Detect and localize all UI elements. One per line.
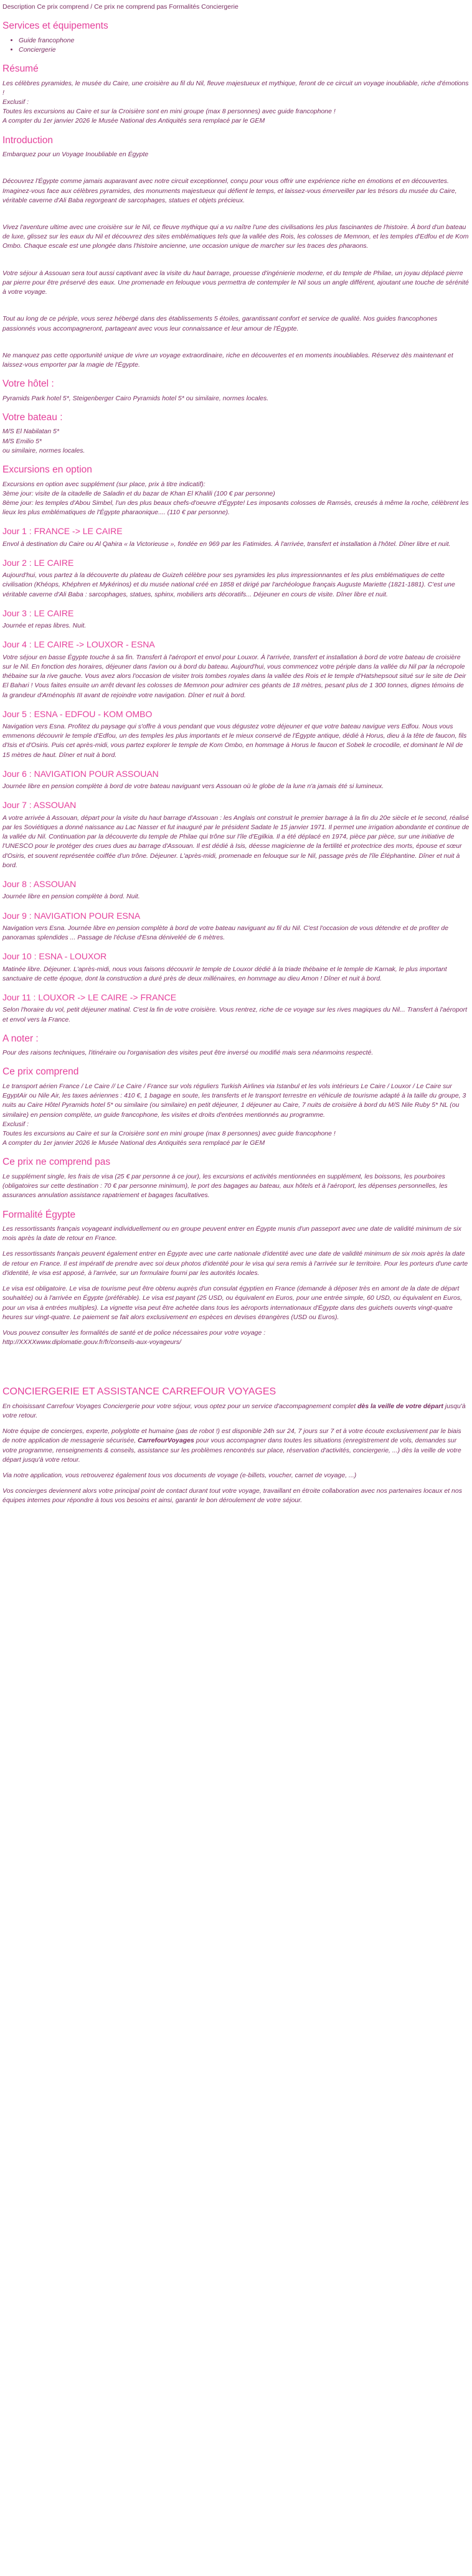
formalites-paragraph: Les ressortissants français voyageant individuellement ou en groupe peuvent entrer en Égypte munis d'un passeport avec une date de validité minimum de six mois après la date de retour en France. xyxy=(2,1225,461,1243)
day-text: Votre séjour en basse Égypte touche à sa fin. Transfert à l'aéroport et envol pour Louxor. À l'arrivée, transfert et installation à bord de votre bateau de croisière sur le Nil. En fonction des horaires, déjeuner dans l'avion ou à bord du bateau. Aujourd'hui, vous commencez votre périple dans la vallée du Nil par la nécropole thébaine sur la rive gauche. Vous avez alors l'occasion de visiter trois tombes royales dans la vallée des Rois et le temple d'Hatshepsout situé sur le site de Deir El Bahari ! Vous faites ensuite un arrêt devant les colosses de Memnon pour admirer ces géants de 18 mètres, pesant plus de 1 300 tonnes, dignes témoins de la grandeur d'Aménophis III avant de rejoindre votre navigation. Dîner et nuit à bord. xyxy=(2,653,466,699)
conciergerie-emphasis: dès la veille de votre départ xyxy=(357,1402,443,1410)
day-title: Jour 9 : NAVIGATION POUR ESNA xyxy=(2,910,141,921)
spacer xyxy=(2,258,470,269)
day-text: A votre arrivée à Assouan, départ pour la visite du haut barrage d'Assouan : les Anglais ont construit le premier barrage à la fin du 20e siècle et le second, réalisé par les Soviétiques a donné naissance au Lac Nasser et fut inauguré par le président Sadate le 15 janvier 1971. Il permet une irrigation abondante et continue de la vallée du Nil. Continuation par la découverte du temple de Philae qui trône sur l'île d'Egilkia. Il a été déplacé en 1974, pièce par pièce, sur une initiative de l'UNESCO pour le protéger des crues dues au barrage d'Assouan. Il est dédié à Isis, déesse magicienne de la fertilité et protectrice des morts, épouse et sœur d'Osiris, et souvent représentée coiffée d'un trône. Déjeuner. L'après-midi, promenade en felouque sur le Nil, passage près de l'île Éléphantine. Dîner et nuit à bord. xyxy=(2,814,470,869)
conciergerie-text: Notre équipe de concierges, experte, polyglotte et humaine (pas de robot !) est disponible 24h sur 24, 7 jours sur 7 et à votre écoute exclusivement par le biais de notre application de messagerie sécurisée, xyxy=(2,1427,461,1445)
bateau-line: M/S El Nabilatan 5* xyxy=(2,428,60,436)
introduction-subtitle: Embarquez pour un Voyage Inoubliable en Égypte xyxy=(2,151,149,159)
day-text: Aujourd'hui, vous partez à la découverte du plateau de Guizeh célèbre pour ses pyramides les plus impressionnantes et les plus emblématiques de cette civilisation (Khéops, Khéphren et Mykérinos) et du musée national créé en 1858 et dirigé par l'archéologue français Auguste Mariette (1821-1881). C'est une véritable caverne d'Ali Baba : sarcophages, statues, sphinx, mobiliers arts décoratifs... Déjeuner en cours de visite. Dîner libre et nuit. xyxy=(2,571,455,598)
breadcrumb-ne-comprend-pas[interactable]: Ce prix ne comprend pas xyxy=(94,3,168,11)
formalites-title: Formalité Égypte xyxy=(2,1209,76,1220)
ce-prix-comprend-title: Ce prix comprend xyxy=(2,1066,79,1078)
conciergerie-text: pour vous accompagner dans toutes les situations (enregistrement de vols, demandes sur votre programme, renseignements & conseils, assistance sur les problèmes rencontrés sur place, réservation d'activités, conciergerie, ...) dès la veille de votre départ jusqu'à votre retour. xyxy=(2,1437,461,1464)
day-title: Jour 6 : NAVIGATION POUR ASSOUAN xyxy=(2,768,159,779)
excursions-title: Excursions en option xyxy=(2,464,92,476)
bateau-line: ou similaire, normes locales. xyxy=(2,446,85,454)
day-title: Jour 5 : ESNA - EDFOU - KOM OMBO xyxy=(2,708,153,719)
spacer xyxy=(2,1365,470,1376)
day-text: Selon l'horaire du vol, petit déjeuner matinal. C'est la fin de votre croisière. Vous rentrez, riche de ce voyage sur les rives magiques du Nil... Transfert à l'aéroport et envol vers la France. xyxy=(2,1006,468,1023)
hotel-text: Pyramids Park hotel 5*, Steigenberger Cairo Pyramids hotel 5* ou similaire, normes locales. xyxy=(2,394,269,402)
day-text: Journée libre en pension complète à bord. Nuit. xyxy=(2,893,140,901)
note-text: Pour des raisons techniques, l'itinéraire ou l'organisation des visites peut être inversé ou modifié mais sera néanmoins respecté. xyxy=(2,1049,374,1057)
ne-comprend-pas-title: Ce prix ne comprend pas xyxy=(2,1157,111,1168)
day-text: Envol à destination du Caire ou Al Qahira « la Victorieuse », fondée en 969 par les Fatimides. À l'arrivée, transfert et installation à l'hôtel. Dîner libre et nuit. xyxy=(2,540,451,548)
introduction-paragraph: Votre séjour à Assouan sera tout aussi captivant avec la visite du haut barrage, prouesse d'ingénierie moderne, et du temple de Philae, un joyau déplacé pierre par pierre pour être préservé des eaux. Une promenade en felouque vous permettra de contempler le Nil sous un angle différent, ajoutant une touche de sérénité à votre voyage. xyxy=(2,269,469,296)
day-title: Jour 10 : ESNA - LOUXOR xyxy=(2,951,107,962)
day-title: Jour 11 : LOUXOR -> LE CAIRE -> FRANCE xyxy=(2,992,177,1003)
ce-prix-comprend-text xyxy=(2,1082,470,1149)
day-title: Jour 8 : ASSOUAN xyxy=(2,879,77,890)
day-title: Jour 2 : LE CAIRE xyxy=(2,557,74,568)
ce-prix-comprend-exclusif-2: A compter du 1er janvier 2026 le Musée National des Antiquités sera remplacé par le GEM xyxy=(2,1139,265,1147)
breadcrumb xyxy=(2,2,470,12)
note-title: A noter : xyxy=(2,1033,39,1044)
bateau-text xyxy=(2,427,470,456)
introduction-title: Introduction xyxy=(2,134,53,146)
resume-paragraph: Les célèbres pyramides, le musée du Caire, une croisière au fil du Nil, fleuve majestueux et mythique, feront de ce circuit un voyage inoubliable, riche d'émotions ! xyxy=(2,79,469,96)
formalites-paragraph: Les ressortissants français peuvent également entrer en Égypte avec une carte nationale d'identité avec une date de validité minimum de six mois après la date de retour en France. Il est impératif de prendre avec soi deux photos d'identité pour le visa qui sera remis à l'arrivée sur le territoire. Pour les porteurs d'une carte d'identité, le visa est apposé, à l'arrivée, sur un formulaire fourni par les autorités locales. xyxy=(2,1250,468,1277)
spacer xyxy=(2,1353,470,1365)
spacer xyxy=(2,303,470,314)
list-item: • Guide francophone xyxy=(19,36,470,45)
excursion-line: 3ème jour: visite de la citadelle de Saladin et du bazar de Khan El Khalili (100 € par personne) xyxy=(2,489,275,497)
introduction-paragraph: Tout au long de ce périple, vous serez hébergé dans des établissements 5 étoiles, garantissant confort et service de qualité. Nos guides francophones passionnés vous accompagneront, partageant avec vous leur connaissance et leur amour de l'Égypte. xyxy=(2,315,438,332)
diplomatie-link[interactable]: http://XXXXwww.diplomatie.gouv.fr/fr/conseils-aux-voyageurs/ xyxy=(2,1338,181,1347)
spacer xyxy=(2,212,470,223)
bateau-line: M/S Emilio 5* xyxy=(2,437,42,445)
introduction-paragraph: Ne manquez pas cette opportunité unique de vivre un voyage extraordinaire, riche en découvertes et en moments inoubliables. Réservez dès maintenant et laissez-vous emporter par la magie de l'Égypte. xyxy=(2,351,453,369)
ne-comprend-pas-text: Le supplément single, les frais de visa (25 € par personne à ce jour), les excursions et activités mentionnées en supplément, les boissons, les pourboires (obligatoires sur cette destination : 70 € par personne minimum), le port des bagages au bateau, aux hôtels et à l'aéroport, les dépenses personnelles, les assurances annulation assistance rapatriement et bagages facultatives. xyxy=(2,1172,448,1200)
day-title: Jour 4 : LE CAIRE -> LOUXOR - ESNA xyxy=(2,639,155,650)
introduction-paragraph: Découvrez l'Égypte comme jamais auparavant avec notre circuit exceptionnel, conçu pour vous offrir une expérience riche en émotions et en découvertes. Imaginez-vous face aux célèbres pyramides, des monuments majestueux qui défient le temps, et laissez-vous émerveiller par les trésors du musée du Caire, véritable caverne d'Ali Baba regorgeant de sarcophages, statues et objets précieux. xyxy=(2,177,457,204)
services-title: Services et équipements xyxy=(2,21,108,32)
resume-exclusif-label: Exclusif : xyxy=(2,98,29,106)
formalites-paragraph: Le visa est obligatoire. Le visa de tourisme peut être obtenu auprès d'un consulat égyptien en France (demande à déposer très en amont de la date de départ souhaitée) ou à l'arrivée en Égypte (préférable). Le visa est payant (25 USD, ou équivalent en Euros, pour une entrée simple, 60 USD, ou équivalent en Euros, pour un visa à entrées multiples). La vignette visa peut être achetée dans tous les aéroports internationaux d'Égypte dans des guichets ouverts vingt-quatre heures sur vingt-quatre. Le paiement se fait alors exclusivement en espèces en devises étrangères (USD ou Euros). xyxy=(2,1285,463,1321)
excursions-intro: Excursions en option avec supplément (sur place, prix à titre indicatif): xyxy=(2,480,205,488)
day-text: Navigation vers Esna. Profitez du paysage qui s'offre à vous pendant que vous dégustez votre déjeuner et que votre bateau navigue vers Edfou. Nous vous emmenons découvrir le temple d'Edfou, un des temples les plus importants et le mieux conservé de l'Égypte antique, dédié à Horus, dieu à la tête de faucon, fils d'Isis et d'Osiris. Puis cet après-midi, vous partez explorer le temple de Kom Ombo, en hommage à Horus le faucon et Sobek le crocodile, et dominant le Nil de 15 mètres de haut. Dîner et nuit à bord. xyxy=(2,723,467,759)
resume-exclusif-2: A compter du 1er janvier 2026 le Musée National des Antiquités sera remplacé par le GEM xyxy=(2,117,265,125)
services-list xyxy=(2,36,470,55)
breadcrumb-separator: / xyxy=(88,3,95,11)
day-text: Navigation vers Esna. Journée libre en pension complète à bord de votre bateau naviguant au fil du Nil. C'est l'occasion de vous détendre et de profiter de panoramas splendides ... Passage de l'écluse d'Esna déniveléé de 6 mètres. xyxy=(2,924,449,942)
day-text: Matinée libre. Déjeuner. L'après-midi, nous vous faisons découvrir le temple de Louxor dédié à la triade thébaine et le temple de Karnak, le plus important sanctuaire de cette époque, dont la construction a duré près de deux millénaires, en hommage au dieu Amon ! Dîner et nuit à bord. xyxy=(2,965,447,982)
breadcrumb-conciergerie[interactable]: Conciergerie xyxy=(201,3,238,11)
breadcrumb-formalites[interactable]: Formalités xyxy=(169,3,200,11)
excursion-line: 8ème jour: les temples d'Abou Simbel, l'un des plus beaux chefs-d'oeuvre d'Égypte! Les imposants colosses de Ramsès, creusés à même la roche, célèbrent les lieux les plus emblématiques de l'Égypte pharaonique.... (110 € par personne). xyxy=(2,499,469,517)
day-text: Journée libre en pension complète à bord de votre bateau naviguant vers Assouan où le globe de la lune n'a jamais été si lumineux. xyxy=(2,783,384,791)
ce-prix-comprend-paragraph: Le transport aérien France / Le Caire // Le Caire / France sur vols réguliers Turkish Airlines via Istanbul et les vols intérieurs Le Caire / Louxor / Le Caire sur EgyptAir ou Nile Air, les taxes aériennes : 410 €, 1 bagage en soute, les transferts et le transport terrestre en véhicule de tourisme adapté à la taille du groupe, 3 nuits au Caire Hôtel Pyramids hotel 5* ou similaire (ou similaire) en petit déjeuner, 1 déjeuner au Caire, 7 nuits de croisière à bord du M/S Nile Ruby 5* NL (ou similaire) en pension complète, un guide francophone, les visites et droits d'entrées mentionnés au programme. xyxy=(2,1082,466,1119)
conciergerie-paragraph: Via notre application, vous retrouverez également tous vos documents de voyage (e-billets, voucher, carnet de voyage, ...) xyxy=(2,1471,357,1479)
formalites-paragraph xyxy=(2,1328,470,1347)
conciergerie-text: jusqu'à votre retour. xyxy=(2,1402,466,1419)
excursions-text xyxy=(2,480,470,518)
conciergerie-paragraph xyxy=(2,1402,470,1421)
conciergerie-title: CONCIERGERIE ET ASSISTANCE CARREFOUR VOYAGES xyxy=(2,1386,276,1398)
spacer xyxy=(2,166,470,177)
conciergerie-app-name: CarrefourVoyages xyxy=(138,1437,194,1445)
ce-prix-comprend-exclusif-label: Exclusif : xyxy=(2,1120,29,1128)
hotel-title: Votre hôtel : xyxy=(2,378,54,390)
breadcrumb-description[interactable]: Description Ce prix comprend xyxy=(2,3,89,11)
day-text: Journée et repas libres. Nuit. xyxy=(2,622,87,630)
day-title: Jour 7 : ASSOUAN xyxy=(2,800,77,811)
resume-text xyxy=(2,79,470,126)
resume-exclusif-1: Toutes les excursions au Caire et sur la Croisière sont en mini groupe (max 8 personnes) avec guide francophone ! xyxy=(2,108,336,116)
ce-prix-comprend-exclusif-1: Toutes les excursions au Caire et sur la Croisière sont en mini groupe (max 8 personnes) avec guide francophone ! xyxy=(2,1130,336,1138)
formalites-link-intro: Vous pouvez consulter les formalités de santé et de police nécessaires pour votre voyage : xyxy=(2,1329,266,1337)
introduction-paragraph: Vivez l'aventure ultime avec une croisière sur le Nil, ce fleuve mythique qui a vu naître l'une des civilisations les plus fascinantes de l'histoire. À bord d'un bateau de luxe, glissez sur les eaux du Nil et découvrez des sites emblématiques tels que la vallée des Rois, les colosses de Memnon, et les temples d'Edfou et de Kom Ombo. Chaque escale est une plongée dans l'histoire ancienne, une occasion unique de marcher sur les traces des pharaons. xyxy=(2,223,469,250)
spacer xyxy=(2,340,470,351)
day-title: Jour 1 : FRANCE -> LE CAIRE xyxy=(2,526,123,537)
bateau-title: Votre bateau : xyxy=(2,411,63,423)
resume-title: Résumé xyxy=(2,63,39,75)
conciergerie-paragraph: Vos concierges deviennent alors votre principal point de contact durant tout votre voyage, travaillant en étroite collaboration avec nos partenaires locaux et nos équipes internes pour répondre à tous vos besoins et ainsi, garantir le bon déroulement de votre séjour. xyxy=(2,1487,462,1505)
conciergerie-text: En choisissant Carrefour Voyages Conciergerie pour votre séjour, vous optez pour un service d'accompagnement complet xyxy=(2,1402,358,1410)
conciergerie-paragraph xyxy=(2,1427,470,1465)
list-item: • Conciergerie xyxy=(19,45,470,55)
day-title: Jour 3 : LE CAIRE xyxy=(2,608,74,618)
